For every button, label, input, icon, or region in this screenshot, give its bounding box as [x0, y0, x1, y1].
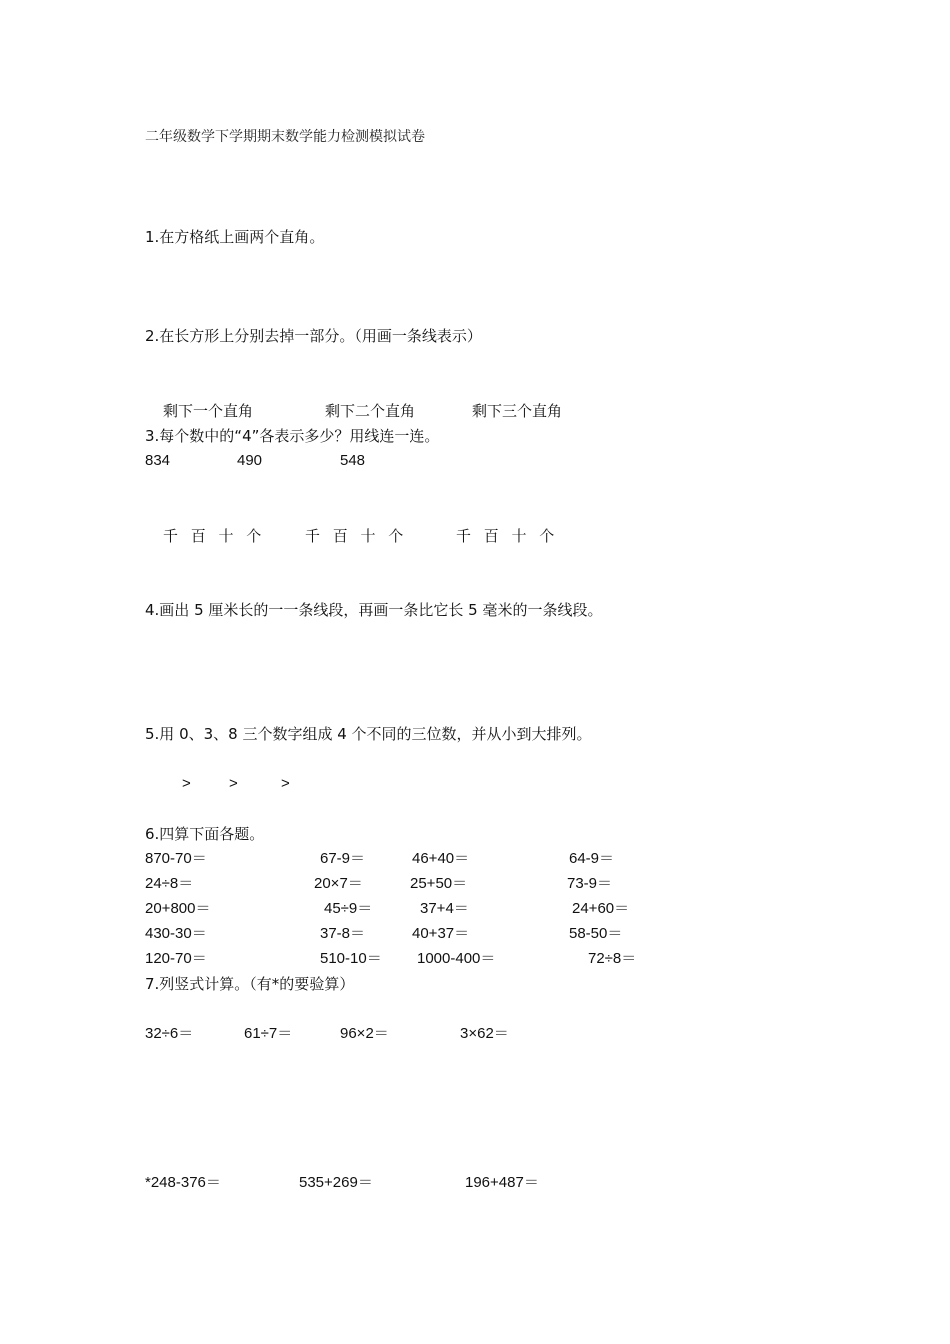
- q6-expr: 67-9＝: [320, 850, 366, 867]
- q6-expr: 24÷8＝: [145, 875, 194, 892]
- q7-expr: 196+487＝: [465, 1174, 539, 1191]
- q3-place-labels-3: 千 百 十 个: [456, 527, 559, 545]
- q6-expr: 510-10＝: [320, 950, 382, 967]
- question-4: 4.画出 5 厘米长的一一条线段，再画一条比它长 5 毫米的一条线段。: [145, 601, 603, 619]
- q6-expr: 58-50＝: [569, 925, 623, 942]
- q6-expr: 45÷9＝: [324, 900, 373, 917]
- q7-expr: 3×62＝: [460, 1025, 509, 1042]
- q6-expr: 37+4＝: [420, 900, 469, 917]
- q6-expr: 120-70＝: [145, 950, 207, 967]
- q7-expr: 32÷6＝: [145, 1025, 194, 1042]
- q3-number-1: 834: [145, 452, 171, 469]
- q3-number-2: 490: [237, 452, 263, 469]
- q3-place-labels-1: 千 百 十 个: [163, 527, 266, 545]
- question-7: 7.列竖式计算。（有*的要验算）: [145, 975, 355, 993]
- q2-label-2: 剩下二个直角: [325, 402, 416, 420]
- q7-expr: 96×2＝: [340, 1025, 389, 1042]
- q7-expr: 535+269＝: [299, 1174, 373, 1191]
- q5-sign-3: >: [281, 775, 290, 792]
- q6-expr: 24+60＝: [572, 900, 630, 917]
- question-3: 3.每个数中的“4”各表示多少？用线连一连。: [145, 427, 440, 445]
- question-2: 2.在长方形上分别去掉一部分。（用画一条线表示）: [145, 327, 482, 345]
- q6-expr: 20+800＝: [145, 900, 211, 917]
- q6-expr: 40+37＝: [412, 925, 470, 942]
- q7-expr: *248-376＝: [145, 1174, 221, 1191]
- question-1: 1.在方格纸上画两个直角。: [145, 228, 325, 246]
- q6-expr: 870-70＝: [145, 850, 207, 867]
- question-5: 5.用 0、3、8 三个数字组成 4 个不同的三位数，并从小到大排列。: [145, 725, 592, 743]
- q3-number-3: 548: [340, 452, 366, 469]
- q6-expr: 25+50＝: [410, 875, 468, 892]
- q2-label-3: 剩下三个直角: [472, 402, 563, 420]
- q7-expr: 61÷7＝: [244, 1025, 293, 1042]
- question-6: 6.四算下面各题。: [145, 825, 265, 843]
- q6-expr: 72÷8＝: [588, 950, 637, 967]
- q5-sign-2: >: [229, 775, 238, 792]
- q6-expr: 37-8＝: [320, 925, 366, 942]
- q5-sign-1: >: [182, 775, 191, 792]
- q6-expr: 73-9＝: [567, 875, 613, 892]
- q6-expr: 430-30＝: [145, 925, 207, 942]
- q6-expr: 1000-400＝: [417, 950, 496, 967]
- q6-expr: 20×7＝: [314, 875, 363, 892]
- q6-expr: 46+40＝: [412, 850, 470, 867]
- q2-label-1: 剩下一个直角: [163, 402, 254, 420]
- q6-expr: 64-9＝: [569, 850, 615, 867]
- page-title: 二年级数学下学期期末数学能力检测模拟试卷: [145, 129, 425, 145]
- q3-place-labels-2: 千 百 十 个: [305, 527, 408, 545]
